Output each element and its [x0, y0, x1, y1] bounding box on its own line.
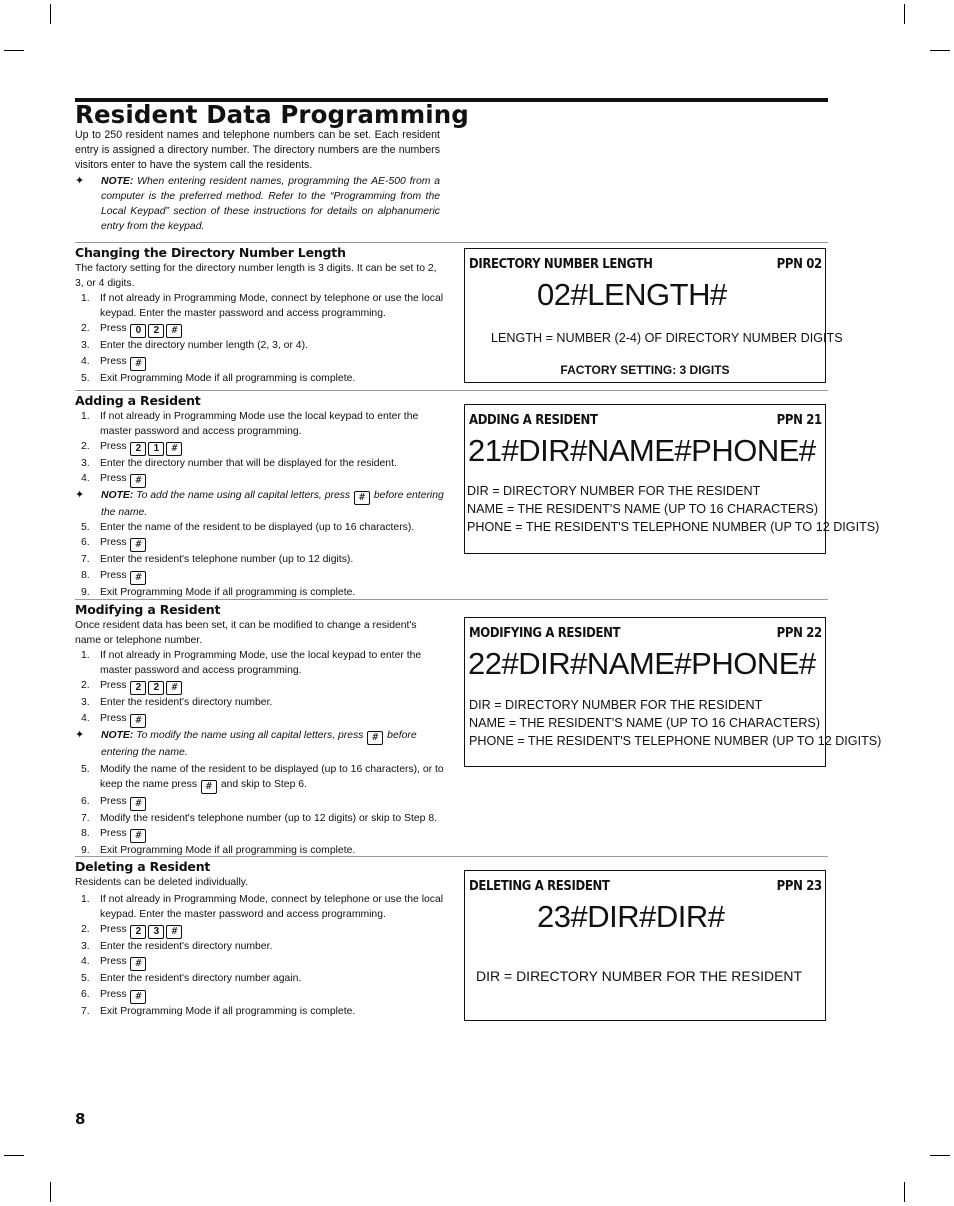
- step: 7. Modify the resident's telephone number (up to 12 digits) or skip to Step 8.: [81, 812, 437, 824]
- box-header: DIRECTORY NUMBER LENGTH PPN 02: [469, 257, 822, 272]
- key-2: 2: [130, 681, 146, 695]
- step: 6. Press #: [75, 987, 445, 1004]
- step: 9. Exit Programming Mode if all programming is complete.: [81, 586, 356, 598]
- key-pound: #: [166, 681, 182, 695]
- command-string: 23#DIR#DIR#: [537, 899, 725, 934]
- crop-mark: [904, 4, 905, 24]
- step: 3. Enter the directory number length (2, 3, or 4).: [81, 340, 308, 352]
- page-title: Resident Data Programming: [75, 100, 469, 129]
- key-pound: #: [166, 442, 182, 456]
- intro-note-text: [101, 174, 440, 234]
- section-adding-resident: [75, 393, 445, 600]
- step: 5. Enter the resident's directory number again.: [81, 973, 302, 985]
- key-pound: #: [130, 571, 146, 585]
- key-2: 2: [148, 324, 164, 338]
- section-desc: Residents can be deleted individually.: [75, 877, 249, 889]
- step: 5. Enter the name of the resident to be displayed (up to 16 characters).: [81, 522, 415, 534]
- box-header: MODIFYING A RESIDENT PPN 22: [469, 626, 822, 641]
- note-star-icon: ✦: [75, 489, 85, 502]
- step: 2. Press 2 2 #: [75, 678, 445, 695]
- section-heading: Deleting a Resident: [75, 859, 211, 874]
- step: 3. Enter the directory number that will be displayed for the resident.: [81, 458, 397, 470]
- ppn-box-deleting-resident: [464, 870, 826, 1021]
- crop-mark: [4, 50, 24, 51]
- step: 2. Press 0 2 #: [75, 321, 445, 338]
- step: 5. Modify the name of the resident to be displayed (up to 16 characters), or to keep the name press # and skip to Step 6.: [81, 763, 444, 792]
- crop-mark: [4, 1155, 24, 1156]
- key-pound: #: [354, 491, 370, 505]
- key-pound: #: [130, 829, 146, 843]
- ppn-box-modifying-resident: [464, 617, 882, 767]
- step: 2. Press 2 3 #: [75, 922, 445, 939]
- command-string: 22#DIR#NAME#PHONE#: [468, 646, 816, 681]
- key-0: 0: [130, 324, 146, 338]
- step: 8. Press #: [75, 568, 445, 585]
- note-star-icon: ✦: [75, 175, 85, 187]
- key-pound: #: [130, 797, 146, 811]
- box-header: ADDING A RESIDENT PPN 21: [469, 413, 822, 428]
- section-modifying-resident: [75, 602, 445, 858]
- section-divider: [75, 390, 828, 391]
- step-note: ✦ NOTE: To add the name using all capital letters, press # before entering the name.: [75, 489, 444, 519]
- command-string: 02#LENGTH#: [537, 277, 727, 312]
- step: 7. Enter the resident's telephone number (up to 12 digits).: [81, 554, 354, 566]
- key-pound: #: [166, 324, 182, 338]
- intro-note: [75, 174, 440, 234]
- crop-mark: [50, 1182, 51, 1202]
- key-pound: #: [130, 957, 146, 971]
- step: 2. Press 2 1 #: [75, 439, 445, 456]
- page-number: 8: [75, 1110, 86, 1128]
- step: 4. Press #: [75, 471, 445, 488]
- command-string: 21#DIR#NAME#PHONE#: [468, 433, 816, 468]
- section-divider: [75, 242, 828, 243]
- ppn-box-directory-length: [464, 248, 843, 383]
- crop-mark: [50, 4, 51, 24]
- step: 3. Enter the resident's directory number.: [81, 941, 273, 953]
- note-star-icon: ✦: [75, 728, 85, 741]
- step: 4. Press #: [75, 354, 445, 371]
- key-2: 2: [130, 442, 146, 456]
- box-description: LENGTH = NUMBER (2-4) OF DIRECTORY NUMBER DIGITS: [491, 331, 843, 345]
- box-description: DIR = DIRECTORY NUMBER FOR THE RESIDENT NAME = THE RESIDENT'S NAME (UP TO 16 CHARACTERS) PHONE = THE RESIDENT'S TELEPHONE NUMBER (UP TO 12 DIGITS): [469, 698, 882, 748]
- key-pound: #: [130, 538, 146, 552]
- section-deleting-resident: [75, 859, 445, 1019]
- step: 5. Exit Programming Mode if all programming is complete.: [81, 372, 356, 384]
- key-pound: #: [130, 990, 146, 1004]
- crop-mark: [930, 50, 950, 51]
- key-2: 2: [148, 681, 164, 695]
- step-note: ✦ NOTE: To modify the name using all capital letters, press # before entering the name.: [75, 728, 417, 758]
- section-directory-length: [75, 245, 445, 386]
- crop-mark: [904, 1182, 905, 1202]
- step: 8. Press #: [75, 826, 445, 843]
- step: 6. Press #: [75, 535, 445, 552]
- section-desc: The factory setting for the directory number length is 3 digits. It can be set to 2, 3, or 4 digits.: [75, 263, 437, 290]
- note-body: When entering resident names, programming the AE-500 from a computer is the preferred method. Refer to the “Programming from the Local Keypad” section of these instructions for details on alphanumeric entry from the keypad.: [101, 176, 440, 232]
- section-heading: Changing the Directory Number Length: [75, 245, 346, 260]
- key-1: 1: [148, 442, 164, 456]
- step: 7. Exit Programming Mode if all programming is complete.: [81, 1005, 356, 1017]
- box-description: DIR = DIRECTORY NUMBER FOR THE RESIDENT: [476, 968, 803, 984]
- step: 4. Press #: [75, 711, 445, 728]
- step: 6. Press #: [75, 794, 445, 811]
- factory-setting: FACTORY SETTING: 3 DIGITS: [560, 363, 730, 377]
- step: 1. If not already in Programming Mode, use the local keypad to enter the master password and access programming.: [81, 650, 422, 677]
- crop-mark: [930, 1155, 950, 1156]
- key-3: 3: [148, 925, 164, 939]
- step: 1. If not already in Programming Mode use the local keypad to enter the master password and access programming.: [81, 411, 419, 438]
- section-heading: Adding a Resident: [75, 393, 201, 408]
- key-pound: #: [130, 714, 146, 728]
- key-pound: #: [166, 925, 182, 939]
- step: 4. Press #: [75, 954, 445, 971]
- key-2: 2: [130, 925, 146, 939]
- step: 9. Exit Programming Mode if all programming is complete.: [81, 844, 356, 856]
- step: 1. If not already in Programming Mode, connect by telephone or use the local keypad. Enter the master password and access programming.: [81, 293, 444, 320]
- section-heading: Modifying a Resident: [75, 602, 221, 617]
- box-header: DELETING A RESIDENT PPN 23: [469, 879, 822, 894]
- key-pound: #: [130, 474, 146, 488]
- ppn-box-adding-resident: [464, 404, 880, 554]
- key-pound: #: [130, 357, 146, 371]
- key-pound: #: [367, 731, 383, 745]
- intro-text: Up to 250 resident names and telephone numbers can be set. Each resident entry is assigned a directory number. The directory numbers are the numbers visitors enter to have the system call the residents.: [75, 129, 440, 171]
- intro-block: [75, 128, 440, 234]
- step: 1. If not already in Programming Mode, connect by telephone or use the local keypad. Enter the master password and access programming.: [81, 894, 444, 921]
- key-pound: #: [201, 780, 217, 794]
- section-desc: Once resident data has been set, it can be modified to change a resident's name or telephone number.: [75, 620, 417, 647]
- box-description: DIR = DIRECTORY NUMBER FOR THE RESIDENT NAME = THE RESIDENT'S NAME (UP TO 16 CHARACTERS) PHONE = THE RESIDENT'S TELEPHONE NUMBER (UP TO 12 DIGITS): [467, 484, 880, 534]
- step: 3. Enter the resident's directory number.: [81, 697, 273, 709]
- note-label: NOTE:: [101, 176, 134, 187]
